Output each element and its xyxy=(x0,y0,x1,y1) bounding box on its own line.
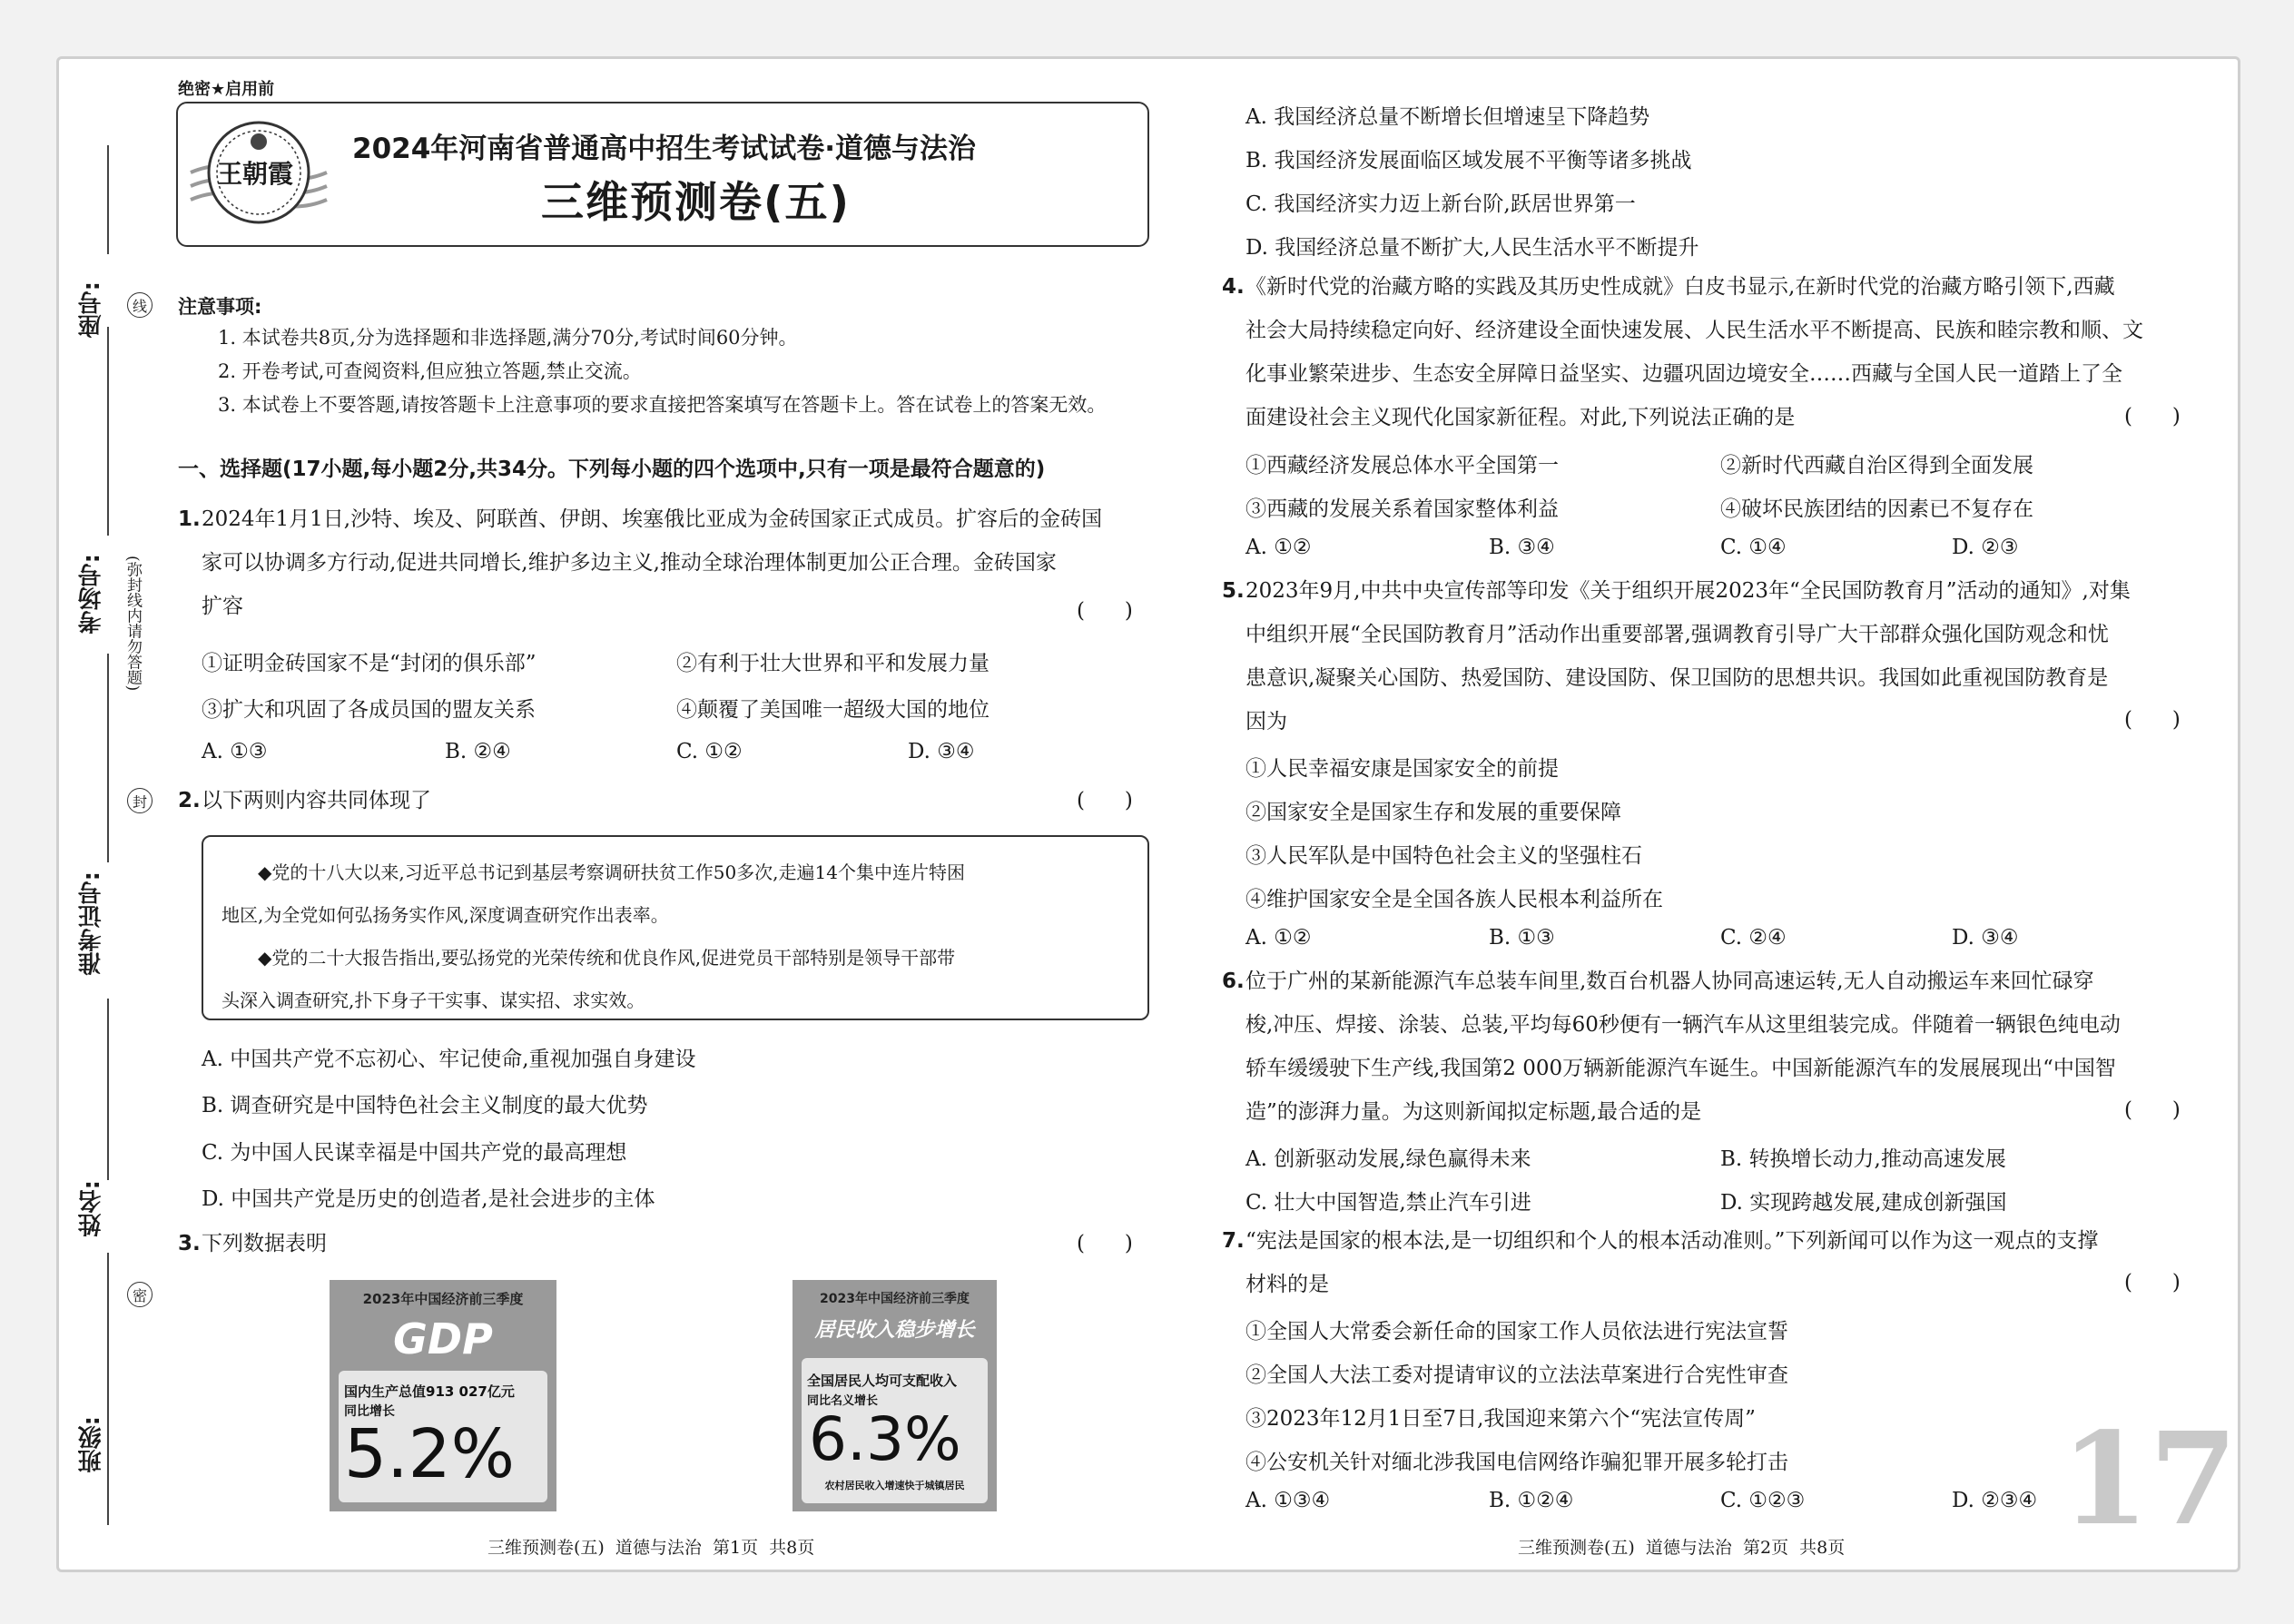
binder-line xyxy=(107,145,109,254)
q1-statement: ①证明金砖国家不是“封闭的俱乐部” xyxy=(202,652,537,675)
income-infographic: 2023年中国经济前三季度 居民收入稳步增长 全国居民人均可支配收入 同比名义增长 6.3% 农村居民收入增速快于城镇居民 xyxy=(793,1280,997,1511)
page-stamp: 17 xyxy=(2061,1405,2238,1554)
gdp-infographic: 2023年中国经济前三季度 GDP 国内生产总值913 027亿元 同比增长 5.2% xyxy=(330,1280,556,1511)
seat-label: 座号: xyxy=(78,281,105,339)
q2-stem: 以下两则内容共同体现了 xyxy=(202,789,431,812)
q2-option-b: B. 调查研究是中国特色社会主义制度的最大优势 xyxy=(202,1094,648,1117)
q6-option-c: C. 壮大中国智造,禁止汽车引进 xyxy=(1245,1191,1531,1215)
cut-mark: 密 xyxy=(127,1282,153,1307)
footer-page-2: 三维预测卷(五) 道德与法治 第2页 共8页 xyxy=(1518,1538,1846,1558)
q1-statement: ④颠覆了美国唯一超级大国的地位 xyxy=(676,698,989,722)
notice-item: 3. 本试卷上不要答题,请按答题卡上注意事项的要求直接把答案填写在答题卡上。答在试卷上的答案无效。 xyxy=(218,394,1107,416)
footer-page-1: 三维预测卷(五) 道德与法治 第1页 共8页 xyxy=(487,1538,815,1558)
q7-statement: ①全国人大常委会新任命的国家工作人员依法进行宪法宣誓 xyxy=(1245,1320,1788,1343)
q1-number: 1. xyxy=(178,507,201,531)
q2-material-box xyxy=(202,835,1149,1020)
q5-number: 5. xyxy=(1222,579,1245,603)
q7-option-c: C. ①②③ xyxy=(1720,1489,1806,1512)
q2-option-a: A. 中国共产党不忘初心、牢记使命,重视加强自身建设 xyxy=(202,1048,696,1071)
binder-line xyxy=(107,327,109,536)
q3-stem: 下列数据表明 xyxy=(202,1232,327,1255)
q7-option-d: D. ②③④ xyxy=(1952,1489,2038,1512)
exam-subtitle: 三维预测卷(五) xyxy=(541,178,851,228)
q7-option-b: B. ①②④ xyxy=(1489,1489,1574,1512)
q1-option-b: B. ②④ xyxy=(445,740,511,763)
q4-statement: ④破坏民族团结的因素已不复存在 xyxy=(1720,497,2033,521)
q5-statement: ③人民军队是中国特色社会主义的坚强柱石 xyxy=(1245,844,1642,868)
q2-material-line: 地区,为全党如何弘扬务实作风,深度调查研究作出表率。 xyxy=(222,904,669,926)
binder-note: (弥封线内请勿答题) xyxy=(123,556,142,692)
class-label: 班级: xyxy=(78,1416,105,1473)
q1-option-d: D. ③④ xyxy=(908,740,975,763)
section-title: 一、选择题(17小题,每小题2分,共34分。下列每小题的四个选项中,只有一项是最符合题意的) xyxy=(178,458,1046,481)
q7-statement: ③2023年12月1日至7日,我国迎来第六个“宪法宣传周” xyxy=(1245,1407,1756,1431)
q5-answer-paren: ( ) xyxy=(2124,708,2181,732)
q1-option-a: A. ①③ xyxy=(202,740,268,763)
q2-number: 2. xyxy=(178,789,201,812)
q5-option-c: C. ②④ xyxy=(1720,926,1787,950)
seal-mark: 封 xyxy=(127,788,153,813)
q5-statement: ②国家安全是国家生存和发展的重要保障 xyxy=(1245,801,1621,824)
notice-item: 1. 本试卷共8页,分为选择题和非选择题,满分70分,考试时间60分钟。 xyxy=(218,327,798,349)
q2-answer-paren: ( ) xyxy=(1077,789,1133,812)
binder-line xyxy=(107,1253,109,1525)
q7-statement: ②全国人大法工委对提请审议的立法法草案进行合宪性审查 xyxy=(1245,1363,1788,1387)
q6-answer-paren: ( ) xyxy=(2124,1098,2181,1122)
exam-room-label: 考场号: xyxy=(78,554,105,635)
q4-option-b: B. ③④ xyxy=(1489,536,1555,559)
line-mark: 线 xyxy=(127,292,153,318)
exam-title: 2024年河南省普通高中招生考试试卷·道德与法治 xyxy=(352,133,977,165)
q7-statement: ④公安机关针对缅北涉我国电信网络诈骗犯罪开展多轮打击 xyxy=(1245,1451,1788,1474)
q1-stem: 2024年1月1日,沙特、埃及、阿联酋、伊朗、埃塞俄比亚成为金砖国家正式成员。扩容后的金砖国 家可以协调多方行动,促进共同增长,维护多边主义,推动全球治理体制更加公正合理。金砖国家 扩容 xyxy=(202,507,1103,618)
q3-option-c: C. 我国经济实力迈上新台阶,跃居世界第一 xyxy=(1245,192,1636,216)
q4-option-a: A. ①② xyxy=(1245,536,1312,559)
q6-stem: 位于广州的某新能源汽车总装车间里,数百台机器人协同高速运转,无人自动搬运车来回忙碌穿 梭,冲压、焊接、涂装、总装,平均每60秒便有一辆汽车从这里组装完成。伴随着一辆银色纯电动 轿车缓缓驶下生产线,我国第2 000万辆新能源汽车诞生。中国新能源汽车的发展展现出“中国智 造”的澎湃力量。为这则新闻拟定标题,最合适的是 xyxy=(1245,969,2121,1124)
q5-option-a: A. ①② xyxy=(1245,926,1312,950)
q7-option-a: A. ①③④ xyxy=(1245,1489,1331,1512)
q2-material-line: ◆党的二十大报告指出,要弘扬党的光荣传统和优良作风,促进党员干部特别是领导干部带 xyxy=(258,947,956,969)
q4-statement: ①西藏经济发展总体水平全国第一 xyxy=(1245,454,1559,477)
q6-option-b: B. 转换增长动力,推动高速发展 xyxy=(1720,1147,2006,1171)
q7-stem: “宪法是国家的根本法,是一切组织和个人的根本活动准则。”下列新闻可以作为这一观点的支撑 材料的是 xyxy=(1245,1229,2099,1296)
q5-statement: ①人民幸福安康是国家安全的前提 xyxy=(1245,757,1559,781)
q3-option-d: D. 我国经济总量不断扩大,人民生活水平不断提升 xyxy=(1245,236,1699,260)
q4-answer-paren: ( ) xyxy=(2124,405,2181,428)
q2-option-d: D. 中国共产党是历史的创造者,是社会进步的主体 xyxy=(202,1187,655,1211)
q3-option-a: A. 我国经济总量不断增长但增速呈下降趋势 xyxy=(1245,105,1650,129)
notice-heading: 注意事项: xyxy=(178,296,262,318)
q2-material-line: ◆党的十八大以来,习近平总书记到基层考察调研扶贫工作50多次,走遍14个集中连片特困 xyxy=(258,861,965,883)
q6-number: 6. xyxy=(1222,969,1245,993)
publisher-logo: 王朝霞 xyxy=(186,109,331,236)
notice-list xyxy=(218,321,1106,422)
q3-option-b: B. 我国经济发展面临区域发展不平衡等诸多挑战 xyxy=(1245,149,1692,172)
q6-option-a: A. 创新驱动发展,绿色赢得未来 xyxy=(1245,1147,1531,1171)
q1-option-c: C. ①② xyxy=(676,740,743,763)
q3-answer-paren: ( ) xyxy=(1077,1232,1133,1255)
q5-statement: ④维护国家安全是全国各族人民根本利益所在 xyxy=(1245,888,1663,911)
q4-statement: ③西藏的发展关系着国家整体利益 xyxy=(1245,497,1559,521)
binder-line xyxy=(107,654,109,862)
q1-statement: ②有利于壮大世界和平和发展力量 xyxy=(676,652,989,675)
notice-item: 2. 开卷考试,可查阅资料,但应独立答题,禁止交流。 xyxy=(218,360,642,382)
q5-option-d: D. ③④ xyxy=(1952,926,2019,950)
q3-number: 3. xyxy=(178,1232,201,1255)
q1-statement: ③扩大和巩固了各成员国的盟友关系 xyxy=(202,698,536,722)
binder-line xyxy=(107,999,109,1180)
q1-answer-paren: ( ) xyxy=(1077,599,1133,623)
q2-option-c: C. 为中国人民谋幸福是中国共产党的最高理想 xyxy=(202,1141,627,1165)
ticket-number-label: 准考证号: xyxy=(78,871,105,976)
q6-option-d: D. 实现跨越发展,建成创新强国 xyxy=(1720,1191,2007,1215)
q4-stem: 《新时代党的治藏方略的实践及其历史性成就》白皮书显示,在新时代党的治藏方略引领下,西藏 社会大局持续稳定向好、经济建设全面快速发展、人民生活水平不断提高、民族和睦宗教和顺、文 化事业繁荣进步、生态安全屏障日益坚实、边疆巩固边境安全……西藏与全国人民一道踏上了全 面建设社会主义现代化国家新征程。对此,下列说法正确的是 xyxy=(1245,275,2143,429)
q4-statement: ②新时代西藏自治区得到全面发展 xyxy=(1720,454,2033,477)
q7-answer-paren: ( ) xyxy=(2124,1271,2181,1294)
q4-option-c: C. ①④ xyxy=(1720,536,1787,559)
q2-material-line: 头深入调查研究,扑下身子干实事、谋实招、求实效。 xyxy=(222,989,645,1011)
name-label: 姓名: xyxy=(78,1180,105,1237)
q4-option-d: D. ②③ xyxy=(1952,536,2019,559)
q4-number: 4. xyxy=(1222,275,1245,299)
secret-tag: 绝密★启用前 xyxy=(178,80,275,99)
q5-option-b: B. ①③ xyxy=(1489,926,1555,950)
q5-stem: 2023年9月,中共中央宣传部等印发《关于组织开展2023年“全民国防教育月”活动的通知》,对集 中组织开展“全民国防教育月”活动作出重要部署,强调教育引导广大干部群众强化国防观念和忧 患意识,凝聚关心国防、热爱国防、建设国防、保卫国防的思想共识。我国如此重视国防教育是 因为 xyxy=(1245,579,2131,733)
q7-number: 7. xyxy=(1222,1229,1245,1253)
